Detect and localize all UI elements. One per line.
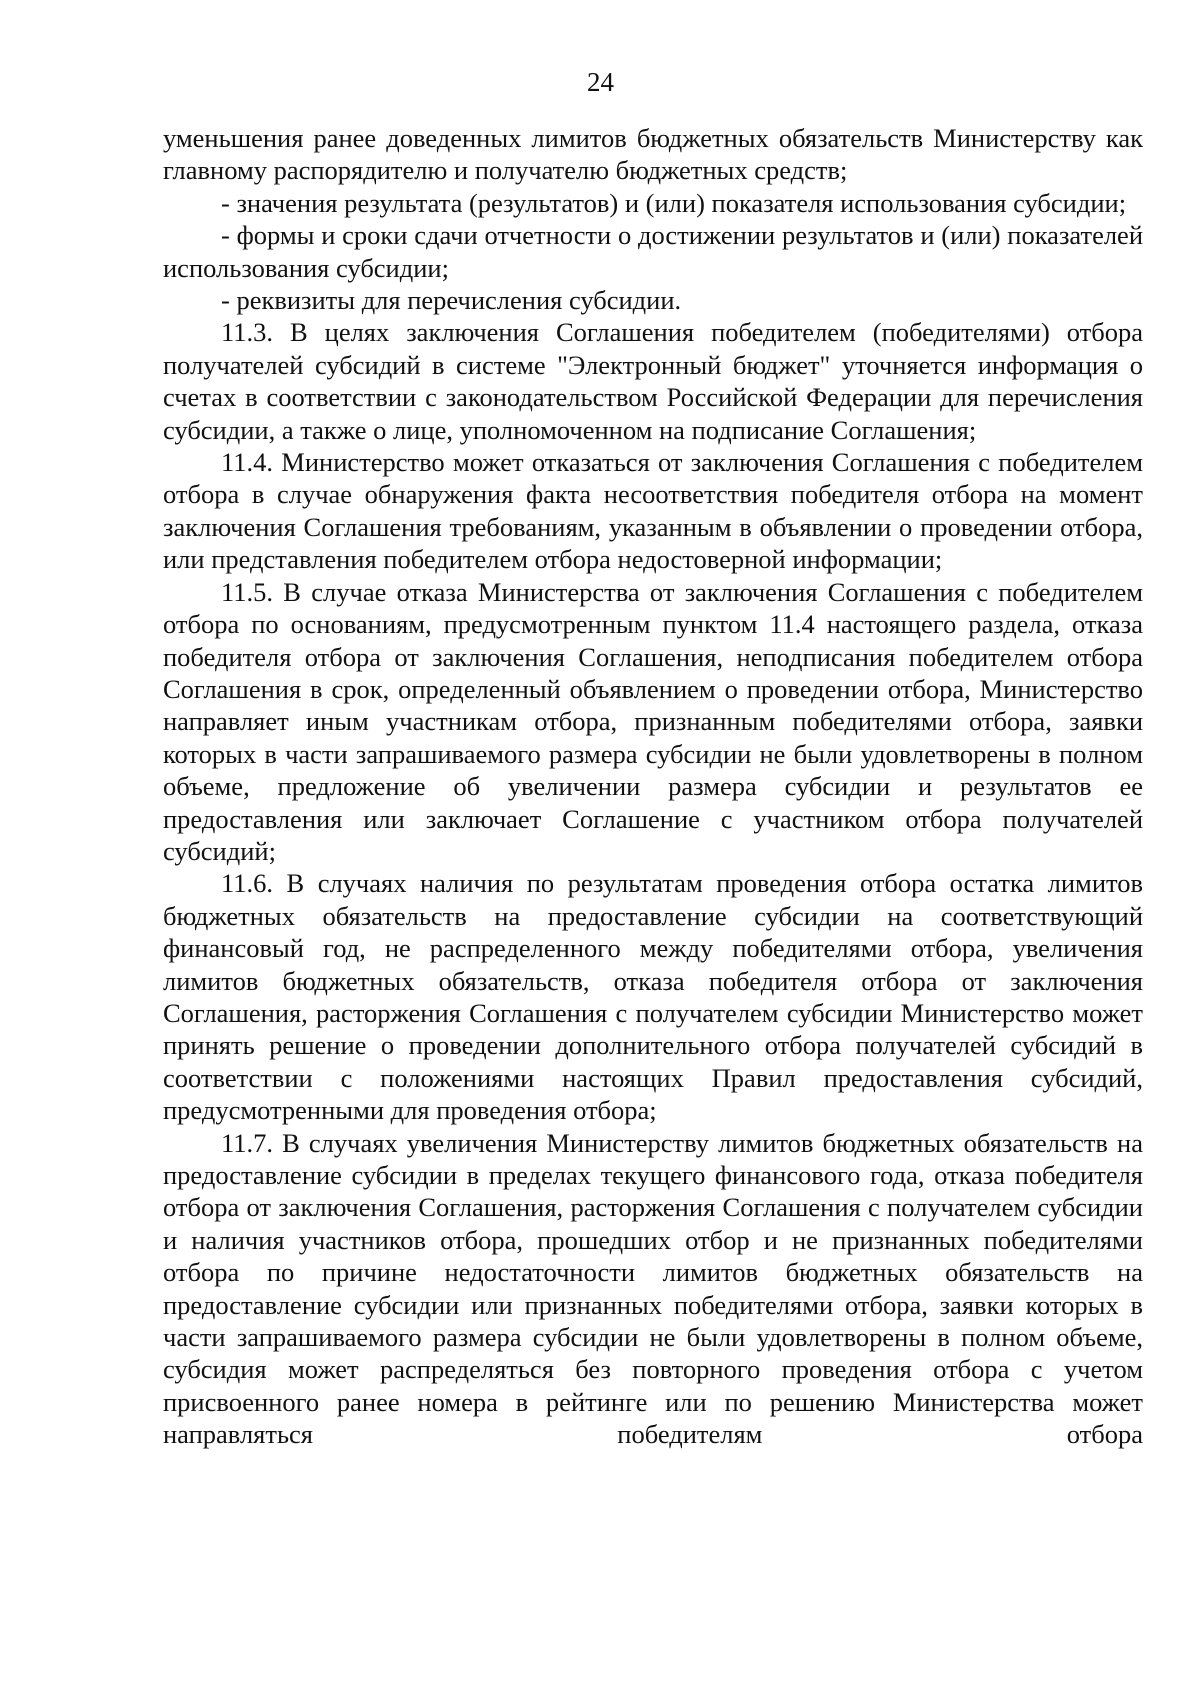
paragraph-11-7: 11.7. В случаях увеличения Министерству лимитов бюджетных обязательств на предоставление субсидии в пределах текущего финансового года, отказа победителя отбора от заключения Соглашения, расторжения Соглашения с получателем субсидии и наличия участников отбора, прошедших отбор и не признанных победителями отбора по причине недостаточности лимитов бюджетных обязательств на предоставление субсидии или признанных победителями отбора, заявки которых в части запрашиваемого размера субсидии не были удовлетворены в полном объеме, субсидия может распределяться без повторного проведения отбора с учетом присвоенного ранее номера в рейтинге или по решению Министерства может направляться победителям отбора [163,1127,1143,1450]
paragraph-continuation: уменьшения ранее доведенных лимитов бюджетных обязательств Министерству как главному распорядителю и получателю бюджетных средств; [163,123,1143,186]
paragraph-11-4: 11.4. Министерство может отказаться от заключения Соглашения с победителем отбора в случае обнаружения факта несоответствия победителя отбора на момент заключения Соглашения требованиям, указанным в объявлении о проведении отбора, или представления победителем отбора недостоверной информации; [163,447,1143,575]
paragraph-requisites: - реквизиты для перечисления субсидии. [221,285,682,316]
document-body [163,122,1143,1451]
paragraph-result-values: - значения результата (результатов) и (или) показателя использования субсидии; [221,187,1127,218]
page-number: 24 [587,67,614,97]
paragraph-reporting-forms: - формы и сроки сдачи отчетности о достижении результатов и (или) показателей использования субсидии; [163,220,1143,283]
paragraph-11-3: 11.3. В целях заключения Соглашения победителем (победителями) отбора получателей субсидий в системе "Электронный бюджет" уточняется информация о счетах в соответствии с законодательством Российской Федерации для перечисления субсидии, а также о лице, уполномоченном на подписание Соглашения; [163,317,1143,445]
paragraph-11-6: 11.6. В случаях наличия по результатам проведения отбора остатка лимитов бюджетных обязательств на предоставление субсидии на соответствующий финансовый год, не распределенного между победителями отбора, увеличения лимитов бюджетных обязательств, отказа победителя отбора от заключения Соглашения, расторжения Соглашения с получателем субсидии Министерство может принять решение о проведении дополнительного отбора получателей субсидий в соответствии с положениями настоящих Правил предоставления субсидий, предусмотренными для проведения отбора; [163,868,1143,1126]
paragraph-11-5: 11.5. В случае отказа Министерства от заключения Соглашения с победителем отбора по основаниям, предусмотренным пунктом 11.4 настоящего раздела, отказа победителя отбора от заключения Соглашения, неподписания победителем отбора Соглашения в срок, определенный объявлением о проведении отбора, Министерство направляет иным участникам отбора, признанным победителями отбора, заявки которых в части запрашиваемого размера субсидии не были удовлетворены в полном объеме, предложение об увеличении размера субсидии и результатов ее предоставления или заключает Соглашение с участником отбора получателей субсидий; [163,576,1143,866]
